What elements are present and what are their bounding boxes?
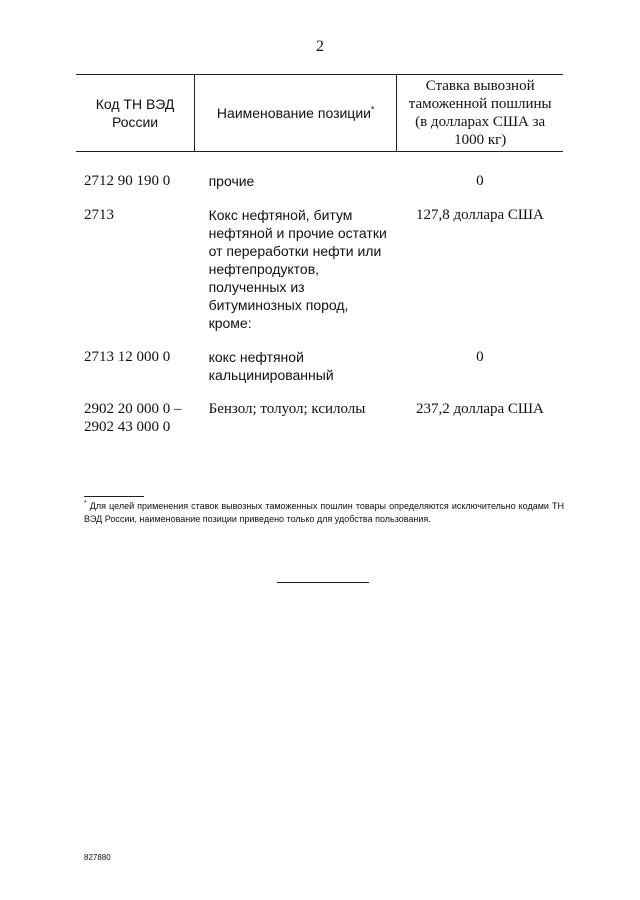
end-of-document-rule	[277, 582, 369, 583]
row-rate: 0	[476, 349, 484, 365]
row-code: 2902 20 000 0 – 2902 43 000 0	[84, 401, 182, 435]
footnote-text: Для целей применения ставок вывозных таможенных пошлин товары определяются исключительно кодами ТН ВЭД России, наименование позиции приведено только для удобства пользования.	[84, 501, 564, 524]
footnote-divider	[84, 496, 144, 497]
row-name: Кокс нефтяной, битум нефтяной и прочие остатки от переработки нефти или нефтепродуктов, полученных из битуминозных пород, кроме:	[208, 207, 387, 331]
footnote-mark: *	[84, 500, 87, 507]
header-name	[195, 75, 397, 152]
table-header-row	[76, 75, 563, 152]
row-code: 2713 12 000 0	[84, 349, 171, 365]
header-rate: Ставка вывозной таможенной пошлины (в долларах США за 1000 кг)	[397, 75, 563, 152]
table-row	[76, 152, 563, 191]
table-row	[76, 332, 563, 384]
footnote-marker: *	[370, 104, 375, 115]
row-code: 2713	[84, 207, 114, 223]
table-row	[76, 190, 563, 332]
document-id: 827880	[84, 853, 111, 862]
footnote	[84, 500, 564, 526]
export-duty-table	[76, 74, 563, 436]
page-number: 2	[316, 38, 324, 55]
header-name-text: Наименование позиции	[216, 105, 371, 121]
row-rate: 0	[476, 173, 484, 189]
table-row	[76, 384, 563, 436]
row-rate: 127,8 доллара США	[415, 207, 544, 223]
row-rate: 237,2 доллара США	[415, 401, 544, 417]
row-name: Бензол; толуол; ксилолы	[208, 401, 366, 417]
row-code: 2712 90 190 0	[84, 173, 171, 189]
row-name: кокс нефтяной кальцинированный	[208, 349, 334, 383]
header-code: Код ТН ВЭД России	[76, 75, 195, 152]
row-name: прочие	[208, 173, 255, 189]
